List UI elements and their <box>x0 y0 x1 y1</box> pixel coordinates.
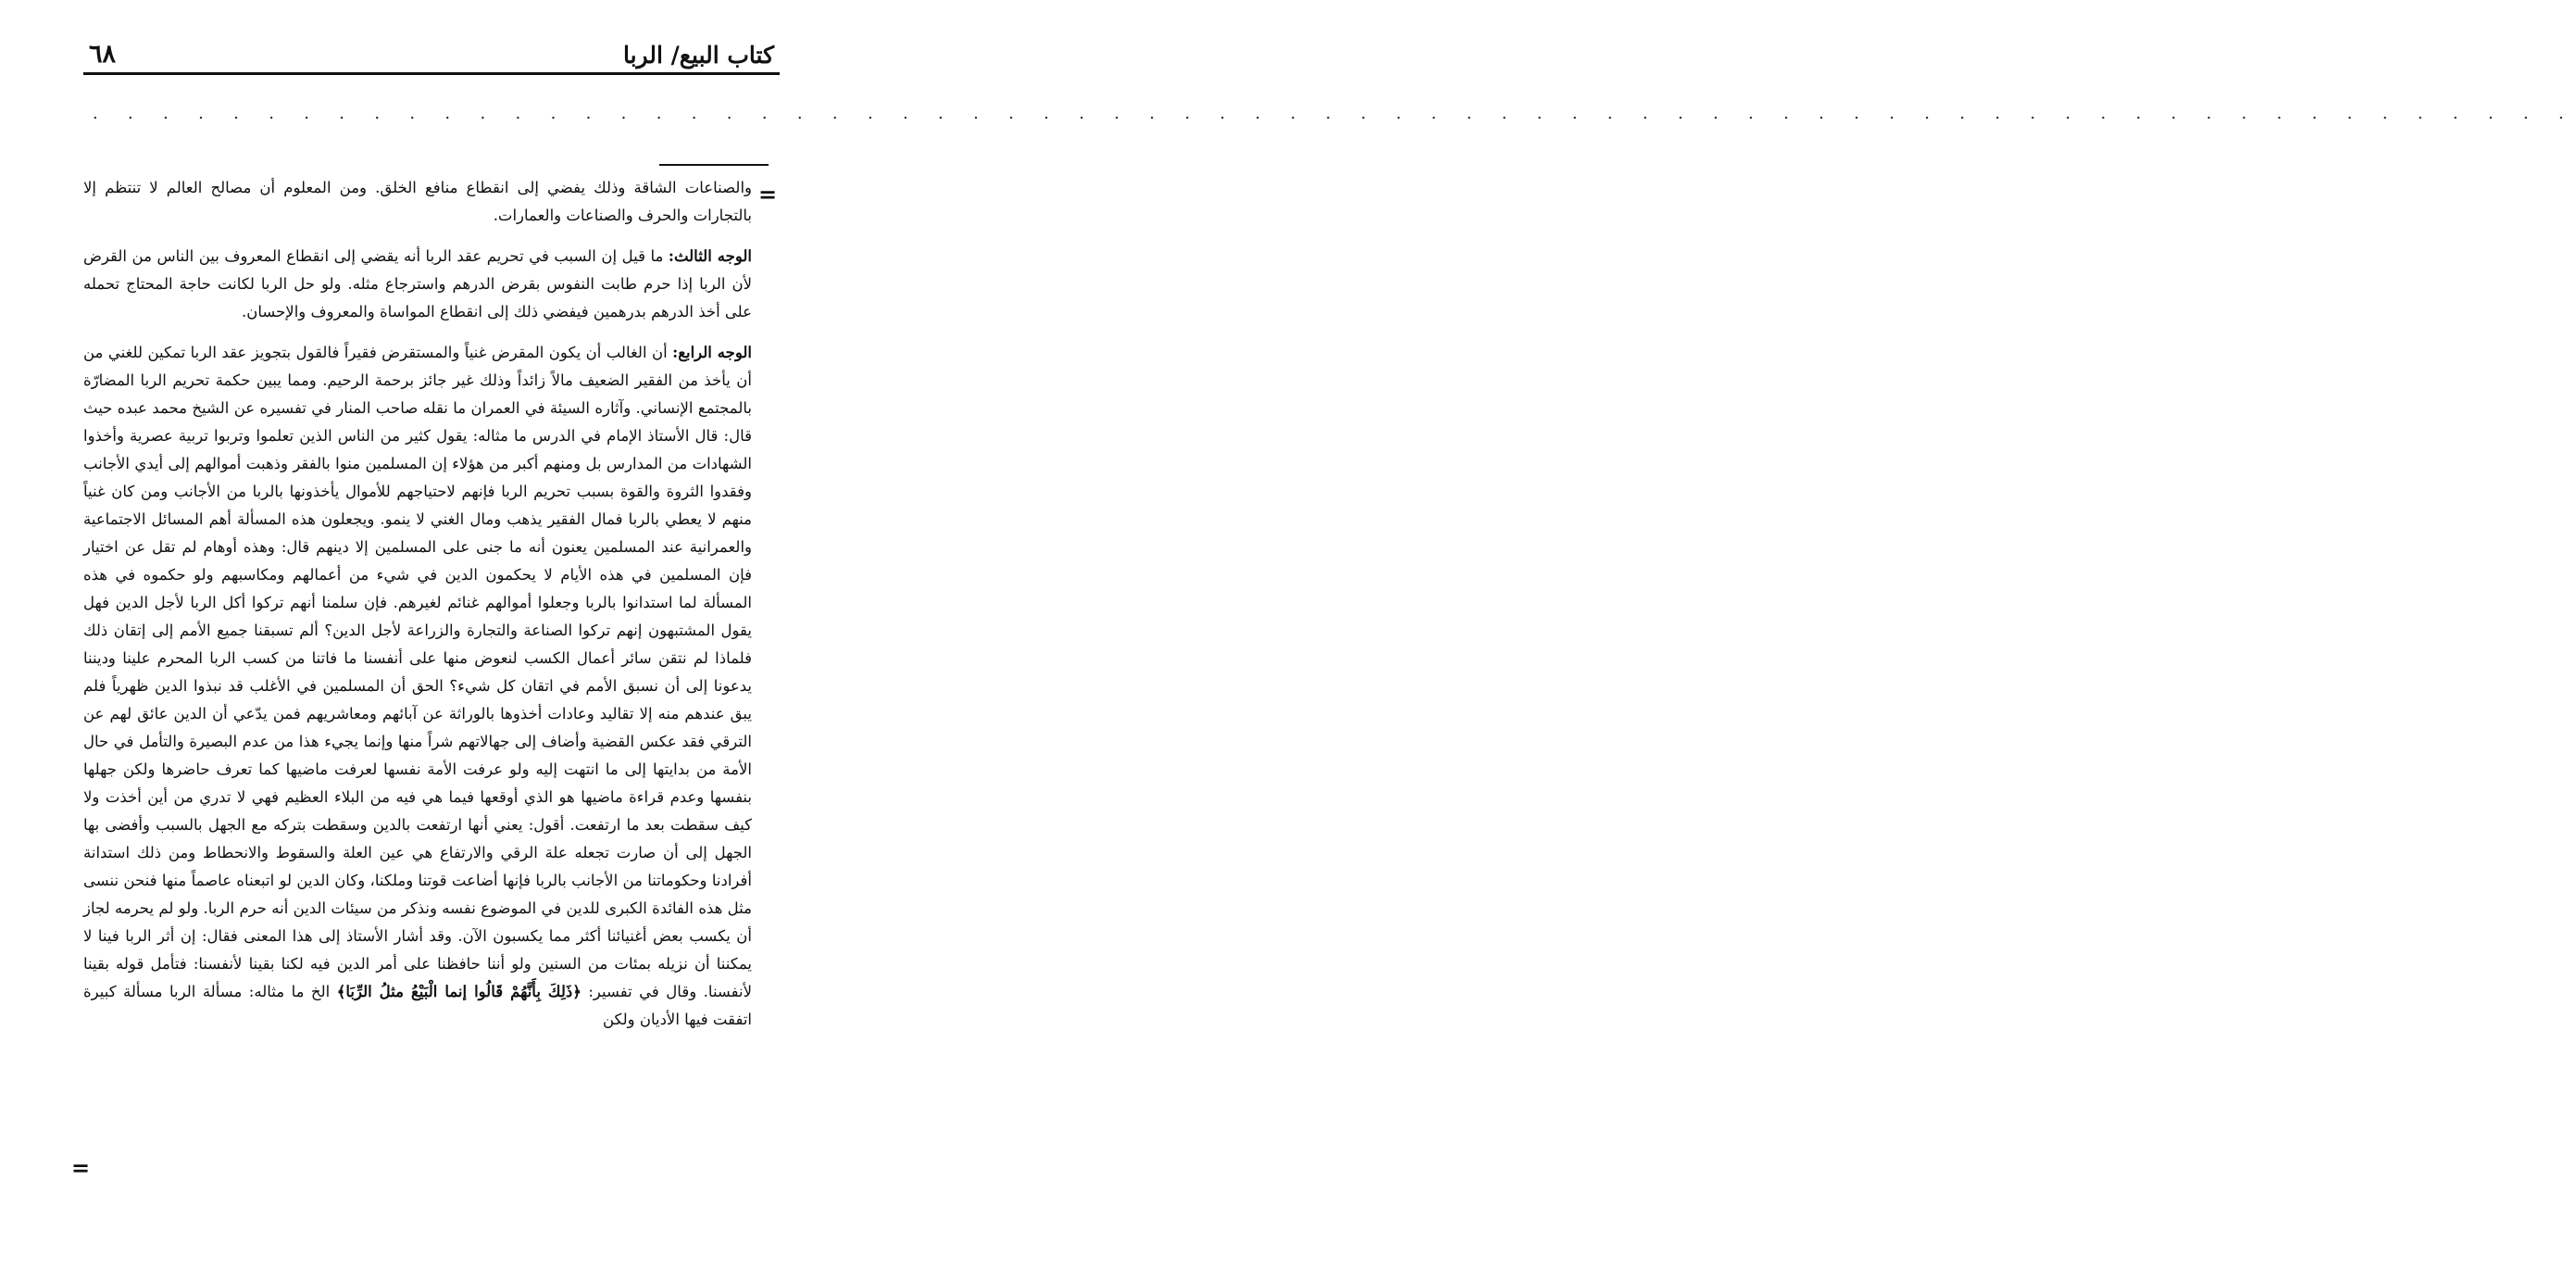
footnote-body <box>83 174 752 1034</box>
footnote-rule <box>659 164 769 166</box>
footnote-paragraph-3 <box>83 339 752 1034</box>
paragraph-text: ما قيل إن السبب في تحريم عقد الربا أنه يقضي إلى انقطاع المعروف بين الناس من القرض لأن الربا إذا حرم طابت النفوس بقرض الدرهم واسترجاع مثله. ولو حل الربا لكانت حاجة المحتاج تحمله على أخذ الدرهم بدرهمين فيفضي ذلك إلى انقطاع المواساة والمعروف والإحسان. <box>83 247 752 320</box>
continuation-mark: = <box>758 181 778 207</box>
paragraph-tail: الخ ما مثاله: مسألة الربا مسألة كبيرة اتفقت فيها الأديان ولكن <box>83 983 752 1028</box>
paragraph-text: أن الغالب أن يكون المقرض غنياً والمستقرض فقيراً فالقول بتجويز عقد الربا تمكين للغني من أن يأخذ من الفقير الضعيف مالاً زائداً وذلك غير جائز برحمة الرحيم. ومما يبين حكمة تحريم الربا المضارّة بالمجتمع الإنساني. وآثاره السيئة في العمران ما نقله صاحب المنار في تفسيره عن الشيخ محمد عبده حيث قال: قال الأستاذ الإمام في الدرس ما مثاله: يقول كثير من الناس الذين تعلموا وتربوا تربية عصرية وأخذوا الشهادات من المدارس بل ومنهم أكبر من هؤلاء إن المسلمين منوا بالفقر وذهبت أموالهم إلى أيدي الأجانب وفقدوا الثروة والقوة بسبب تحريم الربا فإنهم لاحتياجهم للأموال يأخذونها بالربا من الأجانب ومن كان غنياً منهم لا يعطي بالربا فمال الفقير يذهب ومال الغني لا ينمو. ويجعلون هذه المسألة أهم المسائل الاجتماعية والعمرانية عند المسلمين يعنون أنه ما جنى على المسلمين إلا دينهم قال: وهذه أوهام لم تقل عن اختيار فإن المسلمين في هذه الأيام لا يحكمون الدين في شيء من أعمالهم ومكاسبهم ولو حكموه في هذه المسألة لما استدانوا بالربا وجعلوا أموالهم غنائم لغيرهم. فإن سلمنا أنهم تركوا أكل الربا لأجل الدين فهل يقول المشتبهون إنهم تركوا الصناعة والتجارة والزراعة لأجل الدين؟ ألم تسبقنا جميع الأمم إلى إتقان ذلك فلماذا لم نتقن سائر أعمال الكسب لنعوض منها على أنفسنا ما فاتنا من كسب الربا المحرم علينا وديننا يدعونا إلى أن نسبق الأمم في اتقان كل شيء؟ الحق أن المسلمين في الأغلب قد نبذوا الدين ظهرياً فلم يبق عندهم منه إلا تقاليد وعادات أخذوها بالوراثة عن آبائهم ومعاشريهم فمن يدّعي أن الدين عائق لهم عن الترقي فقد عكس القضية وأضاف إلى جهالاتهم شراً منها وإنما يجيء هذا من عدم البصيرة والتأمل في حال الأمة من بدايتها إلى ما انتهت إليه ولو عرفت الأمة نفسها لعرفت ماضيها كما تعرف حاضرها ولكن جهلها بنفسها وعدم قراءة ماضيها هو الذي أوقعها فيما هي فيه من البلاء العظيم فهي لا تدري من أين أخذت ولا كيف سقطت بعد ما ارتفعت. أقول: يعني أنها ارتفعت بالدين وسقطت بتركه مع الجهل بالسبب وأفضى بها الجهل إلى أن صارت تجعله علة الرقي والارتفاع هي عين العلة والسقوط والانحطاط ومن ذلك استدانة أفرادنا وحكوماتنا من الأجانب بالربا فإنها أضاعت قوتنا وملكنا، وكان الدين لو اتبعناه عاصماً منها فنحن ننسى مثل هذه الفائدة الكبرى للدين في الموضوع نفسه ونذكر من سيئات الدين أنه حرم الربا. ولو لم يحرمه لجاز أن يكسب بعض أغنيائنا أكثر مما يكسبون الآن. وقد أشار الأستاذ إلى هذا المعنى فقال: إن أثر الربا فينا لا يمكننا أن نزيله بمئات من السنين ولو أننا حافظنا على أمر الدين فيه لكنا بقينا لأنفسنا: فتأمل قوله بقينا لأنفسنا. وقال في تفسير: <box>83 344 752 1000</box>
page-header <box>83 35 780 75</box>
footnote-paragraph-2 <box>83 243 752 326</box>
continuation-end-mark: = <box>71 1154 91 1181</box>
dotted-separator: . . . . . . . . . . . . . . . . . . . . . . . . . . . . . . . . . . . . . . . . . . . . . . . . . . . . . . . . . . . . . . . . . . . . . . . <box>93 104 2576 123</box>
paragraph-lead: الوجه الرابع: <box>672 344 752 361</box>
footnote-paragraph-1: والصناعات الشاقة وذلك يفضي إلى انقطاع منافع الخلق. ومن المعلوم أن مصالح العالم لا تنتظم إلا بالتجارات والحرف والصناعات والعمارات. <box>83 179 752 224</box>
running-title: كتاب البيع/ الربا <box>622 42 774 69</box>
quran-verse: ﴿ذَلِكَ بِأَنَّهُمْ قَالُوا إنما الْبَيْعُ مثلُ الرِّبَا﴾ <box>336 983 581 1000</box>
page-number: ٦٨ <box>89 40 117 69</box>
paragraph-lead: الوجه الثالث: <box>668 247 752 265</box>
